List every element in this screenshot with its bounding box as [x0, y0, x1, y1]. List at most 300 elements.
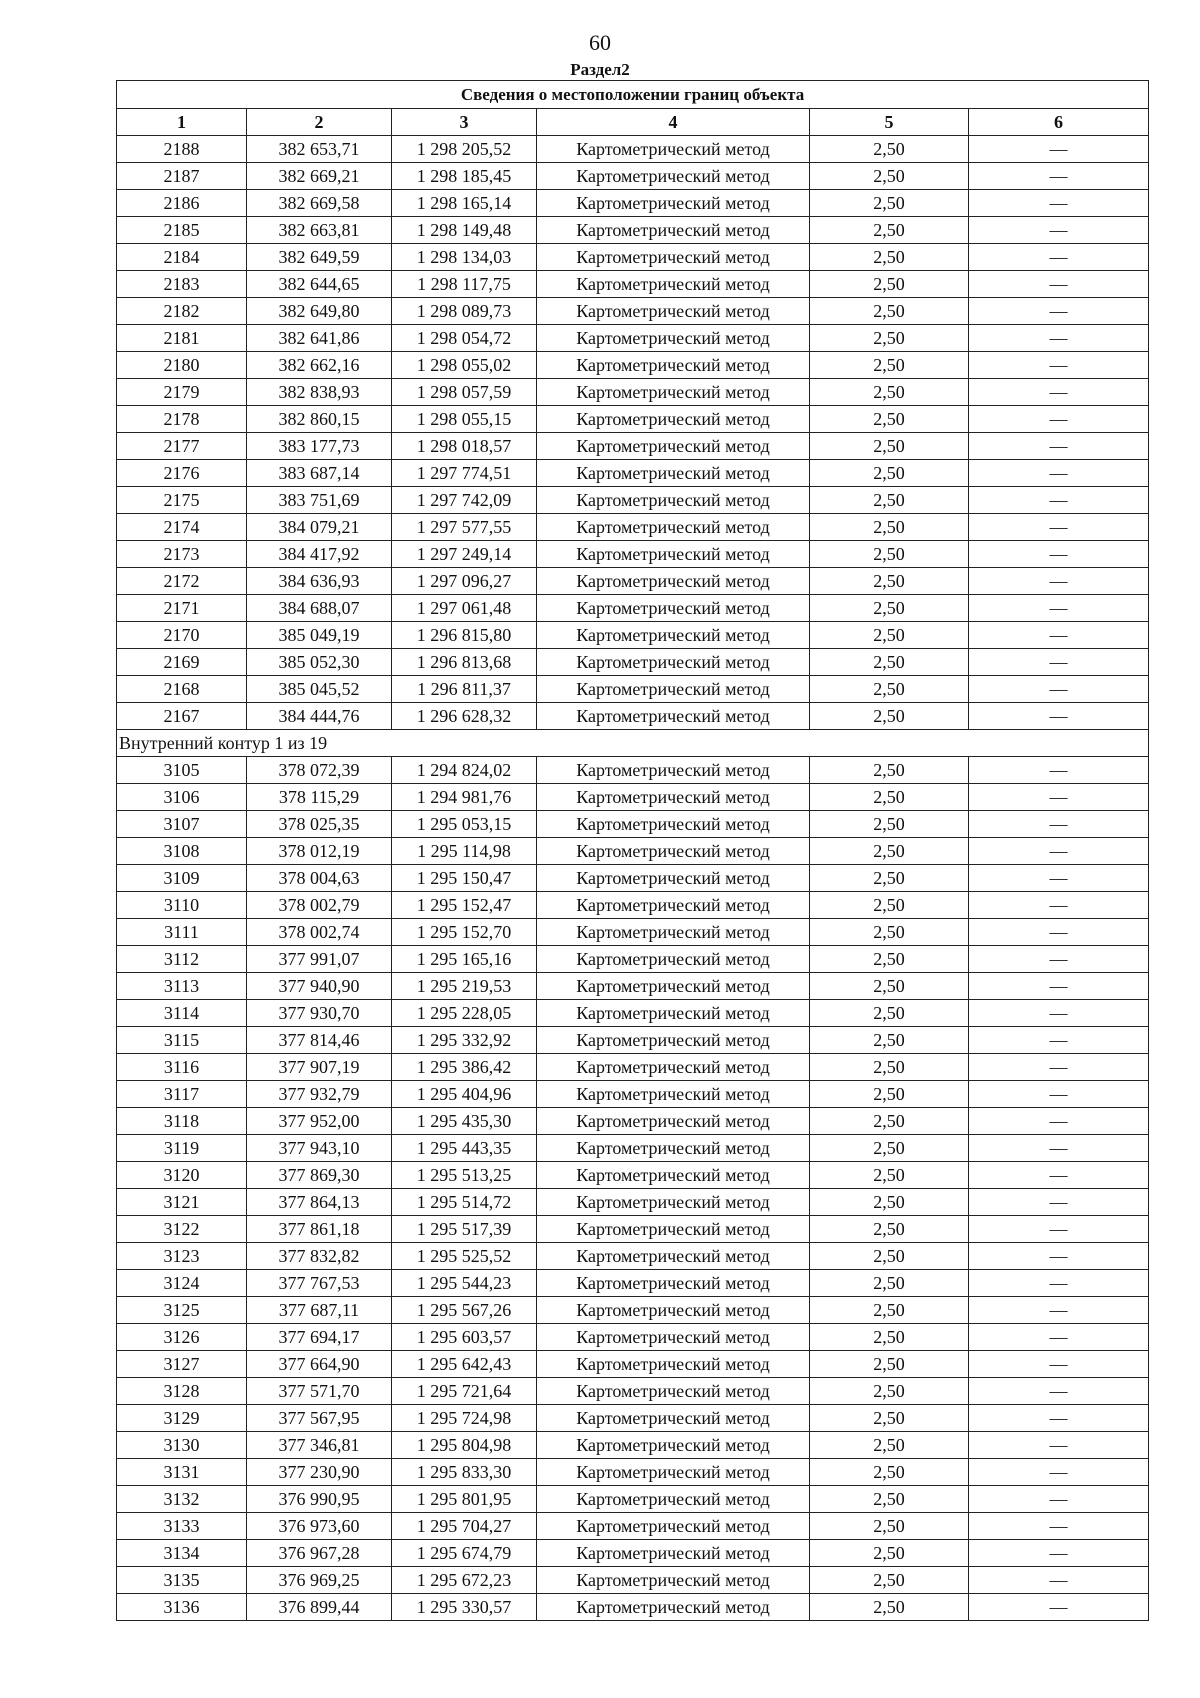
x-coordinate-cell: 376 990,95 — [247, 1486, 392, 1513]
accuracy-cell: 2,50 — [810, 811, 969, 838]
method-cell: Картометрический метод — [537, 1297, 810, 1324]
note-cell: — — [969, 298, 1149, 325]
y-coordinate-cell: 1 295 517,39 — [392, 1216, 537, 1243]
contour-header: Внутренний контур 1 из 19 — [117, 730, 1149, 757]
column-number: 5 — [810, 109, 969, 136]
point-number-cell: 3113 — [117, 973, 247, 1000]
x-coordinate-cell: 377 694,17 — [247, 1324, 392, 1351]
table-row — [117, 973, 1149, 1000]
accuracy-cell: 2,50 — [810, 460, 969, 487]
y-coordinate-cell: 1 295 165,16 — [392, 946, 537, 973]
point-number-cell: 3124 — [117, 1270, 247, 1297]
y-coordinate-cell: 1 298 205,52 — [392, 136, 537, 163]
y-coordinate-cell: 1 295 150,47 — [392, 865, 537, 892]
accuracy-cell: 2,50 — [810, 217, 969, 244]
y-coordinate-cell: 1 298 185,45 — [392, 163, 537, 190]
point-number-cell: 2179 — [117, 379, 247, 406]
table-row — [117, 1162, 1149, 1189]
y-coordinate-cell: 1 297 096,27 — [392, 568, 537, 595]
method-cell: Картометрический метод — [537, 379, 810, 406]
table-row — [117, 1432, 1149, 1459]
method-cell: Картометрический метод — [537, 244, 810, 271]
x-coordinate-cell: 382 662,16 — [247, 352, 392, 379]
x-coordinate-cell: 382 663,81 — [247, 217, 392, 244]
accuracy-cell: 2,50 — [810, 892, 969, 919]
point-number-cell: 3105 — [117, 757, 247, 784]
point-number-cell: 2177 — [117, 433, 247, 460]
x-coordinate-cell: 377 832,82 — [247, 1243, 392, 1270]
note-cell: — — [969, 1027, 1149, 1054]
table-row — [117, 325, 1149, 352]
point-number-cell: 2182 — [117, 298, 247, 325]
note-cell: — — [969, 1243, 1149, 1270]
y-coordinate-cell: 1 295 721,64 — [392, 1378, 537, 1405]
method-cell: Картометрический метод — [537, 568, 810, 595]
note-cell: — — [969, 1216, 1149, 1243]
point-number-cell: 3119 — [117, 1135, 247, 1162]
point-number-cell: 3133 — [117, 1513, 247, 1540]
point-number-cell: 3135 — [117, 1567, 247, 1594]
y-coordinate-cell: 1 295 567,26 — [392, 1297, 537, 1324]
x-coordinate-cell: 385 049,19 — [247, 622, 392, 649]
accuracy-cell: 2,50 — [810, 325, 969, 352]
method-cell: Картометрический метод — [537, 757, 810, 784]
method-cell: Картометрический метод — [537, 649, 810, 676]
method-cell: Картометрический метод — [537, 946, 810, 973]
y-coordinate-cell: 1 295 332,92 — [392, 1027, 537, 1054]
x-coordinate-cell: 377 930,70 — [247, 1000, 392, 1027]
accuracy-cell: 2,50 — [810, 1270, 969, 1297]
point-number-cell: 2180 — [117, 352, 247, 379]
point-number-cell: 3122 — [117, 1216, 247, 1243]
point-number-cell: 3116 — [117, 1054, 247, 1081]
accuracy-cell: 2,50 — [810, 190, 969, 217]
accuracy-cell: 2,50 — [810, 1297, 969, 1324]
note-cell: — — [969, 703, 1149, 730]
note-cell: — — [969, 568, 1149, 595]
table-row — [117, 1027, 1149, 1054]
note-cell: — — [969, 1459, 1149, 1486]
note-cell: — — [969, 1081, 1149, 1108]
x-coordinate-cell: 377 230,90 — [247, 1459, 392, 1486]
point-number-cell: 3125 — [117, 1297, 247, 1324]
y-coordinate-cell: 1 295 724,98 — [392, 1405, 537, 1432]
accuracy-cell: 2,50 — [810, 676, 969, 703]
accuracy-cell: 2,50 — [810, 163, 969, 190]
method-cell: Картометрический метод — [537, 1054, 810, 1081]
accuracy-cell: 2,50 — [810, 1459, 969, 1486]
y-coordinate-cell: 1 298 117,75 — [392, 271, 537, 298]
note-cell: — — [969, 1351, 1149, 1378]
table-row — [117, 1567, 1149, 1594]
point-number-cell: 3107 — [117, 811, 247, 838]
table-row — [117, 433, 1149, 460]
note-cell: — — [969, 1378, 1149, 1405]
table-row — [117, 1081, 1149, 1108]
point-number-cell: 2171 — [117, 595, 247, 622]
note-cell: — — [969, 163, 1149, 190]
table-row — [117, 379, 1149, 406]
point-number-cell: 2183 — [117, 271, 247, 298]
note-cell: — — [969, 514, 1149, 541]
accuracy-cell: 2,50 — [810, 406, 969, 433]
note-cell: — — [969, 244, 1149, 271]
method-cell: Картометрический метод — [537, 622, 810, 649]
accuracy-cell: 2,50 — [810, 1027, 969, 1054]
point-number-cell: 3132 — [117, 1486, 247, 1513]
table-row — [117, 406, 1149, 433]
table-row — [117, 1108, 1149, 1135]
x-coordinate-cell: 377 814,46 — [247, 1027, 392, 1054]
method-cell: Картометрический метод — [537, 703, 810, 730]
table-row — [117, 946, 1149, 973]
y-coordinate-cell: 1 298 057,59 — [392, 379, 537, 406]
table-row — [117, 1216, 1149, 1243]
x-coordinate-cell: 377 767,53 — [247, 1270, 392, 1297]
table-row — [117, 217, 1149, 244]
accuracy-cell: 2,50 — [810, 1486, 969, 1513]
method-cell: Картометрический метод — [537, 514, 810, 541]
method-cell: Картометрический метод — [537, 217, 810, 244]
note-cell: — — [969, 487, 1149, 514]
accuracy-cell: 2,50 — [810, 838, 969, 865]
point-number-cell: 3131 — [117, 1459, 247, 1486]
y-coordinate-cell: 1 295 514,72 — [392, 1189, 537, 1216]
table-caption: Сведения о местоположении границ объекта — [117, 81, 1149, 109]
method-cell: Картометрический метод — [537, 1108, 810, 1135]
accuracy-cell: 2,50 — [810, 1513, 969, 1540]
note-cell: — — [969, 1432, 1149, 1459]
method-cell: Картометрический метод — [537, 1216, 810, 1243]
accuracy-cell: 2,50 — [810, 1378, 969, 1405]
x-coordinate-cell: 377 991,07 — [247, 946, 392, 973]
point-number-cell: 3121 — [117, 1189, 247, 1216]
y-coordinate-cell: 1 295 219,53 — [392, 973, 537, 1000]
column-number: 6 — [969, 109, 1149, 136]
method-cell: Картометрический метод — [537, 676, 810, 703]
note-cell: — — [969, 352, 1149, 379]
x-coordinate-cell: 385 045,52 — [247, 676, 392, 703]
x-coordinate-cell: 378 004,63 — [247, 865, 392, 892]
note-cell: — — [969, 1405, 1149, 1432]
y-coordinate-cell: 1 295 525,52 — [392, 1243, 537, 1270]
y-coordinate-cell: 1 297 742,09 — [392, 487, 537, 514]
method-cell: Картометрический метод — [537, 1189, 810, 1216]
x-coordinate-cell: 377 864,13 — [247, 1189, 392, 1216]
method-cell: Картометрический метод — [537, 271, 810, 298]
point-number-cell: 2168 — [117, 676, 247, 703]
table-row — [117, 1351, 1149, 1378]
table-row — [117, 1405, 1149, 1432]
table-body — [117, 136, 1149, 1621]
y-coordinate-cell: 1 297 249,14 — [392, 541, 537, 568]
accuracy-cell: 2,50 — [810, 244, 969, 271]
method-cell: Картометрический метод — [537, 595, 810, 622]
x-coordinate-cell: 377 687,11 — [247, 1297, 392, 1324]
point-number-cell: 3123 — [117, 1243, 247, 1270]
x-coordinate-cell: 377 664,90 — [247, 1351, 392, 1378]
y-coordinate-cell: 1 295 833,30 — [392, 1459, 537, 1486]
accuracy-cell: 2,50 — [810, 1054, 969, 1081]
note-cell: — — [969, 1054, 1149, 1081]
note-cell: — — [969, 460, 1149, 487]
note-cell: — — [969, 811, 1149, 838]
accuracy-cell: 2,50 — [810, 595, 969, 622]
y-coordinate-cell: 1 297 577,55 — [392, 514, 537, 541]
x-coordinate-cell: 382 669,58 — [247, 190, 392, 217]
x-coordinate-cell: 377 567,95 — [247, 1405, 392, 1432]
accuracy-cell: 2,50 — [810, 1324, 969, 1351]
x-coordinate-cell: 385 052,30 — [247, 649, 392, 676]
method-cell: Картометрический метод — [537, 1432, 810, 1459]
x-coordinate-cell: 377 869,30 — [247, 1162, 392, 1189]
point-number-cell: 2185 — [117, 217, 247, 244]
point-number-cell: 2173 — [117, 541, 247, 568]
method-cell: Картометрический метод — [537, 1081, 810, 1108]
x-coordinate-cell: 382 649,59 — [247, 244, 392, 271]
note-cell: — — [969, 892, 1149, 919]
note-cell: — — [969, 433, 1149, 460]
accuracy-cell: 2,50 — [810, 973, 969, 1000]
note-cell: — — [969, 649, 1149, 676]
table-row — [117, 514, 1149, 541]
note-cell: — — [969, 865, 1149, 892]
note-cell: — — [969, 1270, 1149, 1297]
note-cell: — — [969, 190, 1149, 217]
table-row — [117, 838, 1149, 865]
point-number-cell: 3115 — [117, 1027, 247, 1054]
method-cell: Картометрический метод — [537, 973, 810, 1000]
table-row — [117, 649, 1149, 676]
method-cell: Картометрический метод — [537, 433, 810, 460]
point-number-cell: 3134 — [117, 1540, 247, 1567]
accuracy-cell: 2,50 — [810, 541, 969, 568]
accuracy-cell: 2,50 — [810, 514, 969, 541]
y-coordinate-cell: 1 295 704,27 — [392, 1513, 537, 1540]
accuracy-cell: 2,50 — [810, 433, 969, 460]
point-number-cell: 2188 — [117, 136, 247, 163]
accuracy-cell: 2,50 — [810, 271, 969, 298]
accuracy-cell: 2,50 — [810, 1108, 969, 1135]
x-coordinate-cell: 382 641,86 — [247, 325, 392, 352]
column-number: 1 — [117, 109, 247, 136]
accuracy-cell: 2,50 — [810, 784, 969, 811]
table-row — [117, 1540, 1149, 1567]
y-coordinate-cell: 1 296 811,37 — [392, 676, 537, 703]
x-coordinate-cell: 378 072,39 — [247, 757, 392, 784]
y-coordinate-cell: 1 298 055,02 — [392, 352, 537, 379]
y-coordinate-cell: 1 298 134,03 — [392, 244, 537, 271]
method-cell: Картометрический метод — [537, 1270, 810, 1297]
table-row — [117, 1486, 1149, 1513]
note-cell: — — [969, 1324, 1149, 1351]
y-coordinate-cell: 1 295 603,57 — [392, 1324, 537, 1351]
method-cell: Картометрический метод — [537, 325, 810, 352]
note-cell: — — [969, 973, 1149, 1000]
x-coordinate-cell: 378 025,35 — [247, 811, 392, 838]
method-cell: Картометрический метод — [537, 1000, 810, 1027]
point-number-cell: 2174 — [117, 514, 247, 541]
table-row — [117, 460, 1149, 487]
x-coordinate-cell: 383 177,73 — [247, 433, 392, 460]
point-number-cell: 2186 — [117, 190, 247, 217]
accuracy-cell: 2,50 — [810, 1432, 969, 1459]
point-number-cell: 3136 — [117, 1594, 247, 1621]
y-coordinate-cell: 1 295 674,79 — [392, 1540, 537, 1567]
table-row — [117, 1513, 1149, 1540]
x-coordinate-cell: 384 636,93 — [247, 568, 392, 595]
boundary-coordinates-table — [116, 80, 1149, 1621]
note-cell: — — [969, 325, 1149, 352]
note-cell: — — [969, 595, 1149, 622]
method-cell: Картометрический метод — [537, 460, 810, 487]
y-coordinate-cell: 1 297 061,48 — [392, 595, 537, 622]
note-cell: — — [969, 541, 1149, 568]
accuracy-cell: 2,50 — [810, 568, 969, 595]
method-cell: Картометрический метод — [537, 406, 810, 433]
x-coordinate-cell: 378 012,19 — [247, 838, 392, 865]
method-cell: Картометрический метод — [537, 1567, 810, 1594]
table-row — [117, 811, 1149, 838]
point-number-cell: 3126 — [117, 1324, 247, 1351]
table-row — [117, 622, 1149, 649]
x-coordinate-cell: 377 907,19 — [247, 1054, 392, 1081]
method-cell: Картометрический метод — [537, 1405, 810, 1432]
note-cell: — — [969, 838, 1149, 865]
x-coordinate-cell: 376 899,44 — [247, 1594, 392, 1621]
note-cell: — — [969, 1540, 1149, 1567]
y-coordinate-cell: 1 298 055,15 — [392, 406, 537, 433]
x-coordinate-cell: 377 932,79 — [247, 1081, 392, 1108]
accuracy-cell: 2,50 — [810, 649, 969, 676]
x-coordinate-cell: 382 649,80 — [247, 298, 392, 325]
method-cell: Картометрический метод — [537, 136, 810, 163]
table-row — [117, 1594, 1149, 1621]
method-cell: Картометрический метод — [537, 1243, 810, 1270]
accuracy-cell: 2,50 — [810, 757, 969, 784]
table-row — [117, 541, 1149, 568]
accuracy-cell: 2,50 — [810, 1081, 969, 1108]
method-cell: Картометрический метод — [537, 865, 810, 892]
accuracy-cell: 2,50 — [810, 1540, 969, 1567]
y-coordinate-cell: 1 298 018,57 — [392, 433, 537, 460]
table-row — [117, 703, 1149, 730]
y-coordinate-cell: 1 297 774,51 — [392, 460, 537, 487]
point-number-cell: 3128 — [117, 1378, 247, 1405]
accuracy-cell: 2,50 — [810, 622, 969, 649]
x-coordinate-cell: 384 444,76 — [247, 703, 392, 730]
note-cell: — — [969, 676, 1149, 703]
table-row — [117, 919, 1149, 946]
column-number-row — [117, 109, 1149, 136]
note-cell: — — [969, 1486, 1149, 1513]
y-coordinate-cell: 1 296 628,32 — [392, 703, 537, 730]
x-coordinate-cell: 378 115,29 — [247, 784, 392, 811]
table-row — [117, 1378, 1149, 1405]
table-row — [117, 676, 1149, 703]
method-cell: Картометрический метод — [537, 190, 810, 217]
note-cell: — — [969, 217, 1149, 244]
accuracy-cell: 2,50 — [810, 379, 969, 406]
accuracy-cell: 2,50 — [810, 1135, 969, 1162]
point-number-cell: 2170 — [117, 622, 247, 649]
table-row — [117, 298, 1149, 325]
note-cell: — — [969, 136, 1149, 163]
point-number-cell: 3111 — [117, 919, 247, 946]
y-coordinate-cell: 1 295 152,70 — [392, 919, 537, 946]
y-coordinate-cell: 1 295 152,47 — [392, 892, 537, 919]
point-number-cell: 3127 — [117, 1351, 247, 1378]
accuracy-cell: 2,50 — [810, 1216, 969, 1243]
point-number-cell: 3110 — [117, 892, 247, 919]
x-coordinate-cell: 382 644,65 — [247, 271, 392, 298]
x-coordinate-cell: 376 969,25 — [247, 1567, 392, 1594]
y-coordinate-cell: 1 298 089,73 — [392, 298, 537, 325]
y-coordinate-cell: 1 295 513,25 — [392, 1162, 537, 1189]
y-coordinate-cell: 1 295 435,30 — [392, 1108, 537, 1135]
table-row — [117, 1000, 1149, 1027]
accuracy-cell: 2,50 — [810, 1594, 969, 1621]
accuracy-cell: 2,50 — [810, 1162, 969, 1189]
method-cell: Картометрический метод — [537, 1351, 810, 1378]
method-cell: Картометрический метод — [537, 163, 810, 190]
method-cell: Картометрический метод — [537, 1540, 810, 1567]
y-coordinate-cell: 1 295 404,96 — [392, 1081, 537, 1108]
x-coordinate-cell: 382 653,71 — [247, 136, 392, 163]
point-number-cell: 3129 — [117, 1405, 247, 1432]
column-number: 3 — [392, 109, 537, 136]
x-coordinate-cell: 382 838,93 — [247, 379, 392, 406]
note-cell: — — [969, 1000, 1149, 1027]
accuracy-cell: 2,50 — [810, 487, 969, 514]
y-coordinate-cell: 1 294 824,02 — [392, 757, 537, 784]
accuracy-cell: 2,50 — [810, 136, 969, 163]
y-coordinate-cell: 1 295 386,42 — [392, 1054, 537, 1081]
x-coordinate-cell: 384 417,92 — [247, 541, 392, 568]
x-coordinate-cell: 384 688,07 — [247, 595, 392, 622]
point-number-cell: 3108 — [117, 838, 247, 865]
point-number-cell: 3109 — [117, 865, 247, 892]
y-coordinate-cell: 1 295 228,05 — [392, 1000, 537, 1027]
method-cell: Картометрический метод — [537, 811, 810, 838]
table-row — [117, 1135, 1149, 1162]
table-row — [117, 136, 1149, 163]
y-coordinate-cell: 1 296 813,68 — [392, 649, 537, 676]
y-coordinate-cell: 1 295 804,98 — [392, 1432, 537, 1459]
table-row — [117, 487, 1149, 514]
point-number-cell: 3114 — [117, 1000, 247, 1027]
accuracy-cell: 2,50 — [810, 1405, 969, 1432]
method-cell: Картометрический метод — [537, 892, 810, 919]
y-coordinate-cell: 1 295 330,57 — [392, 1594, 537, 1621]
x-coordinate-cell: 377 861,18 — [247, 1216, 392, 1243]
y-coordinate-cell: 1 295 642,43 — [392, 1351, 537, 1378]
table-row — [117, 244, 1149, 271]
accuracy-cell: 2,50 — [810, 946, 969, 973]
point-number-cell: 3130 — [117, 1432, 247, 1459]
note-cell: — — [969, 784, 1149, 811]
accuracy-cell: 2,50 — [810, 1351, 969, 1378]
table-caption-row — [117, 81, 1149, 109]
contour-header-row — [117, 730, 1149, 757]
method-cell: Картометрический метод — [537, 487, 810, 514]
table-row — [117, 352, 1149, 379]
point-number-cell: 2187 — [117, 163, 247, 190]
point-number-cell: 3120 — [117, 1162, 247, 1189]
note-cell: — — [969, 1162, 1149, 1189]
accuracy-cell: 2,50 — [810, 919, 969, 946]
note-cell: — — [969, 1567, 1149, 1594]
